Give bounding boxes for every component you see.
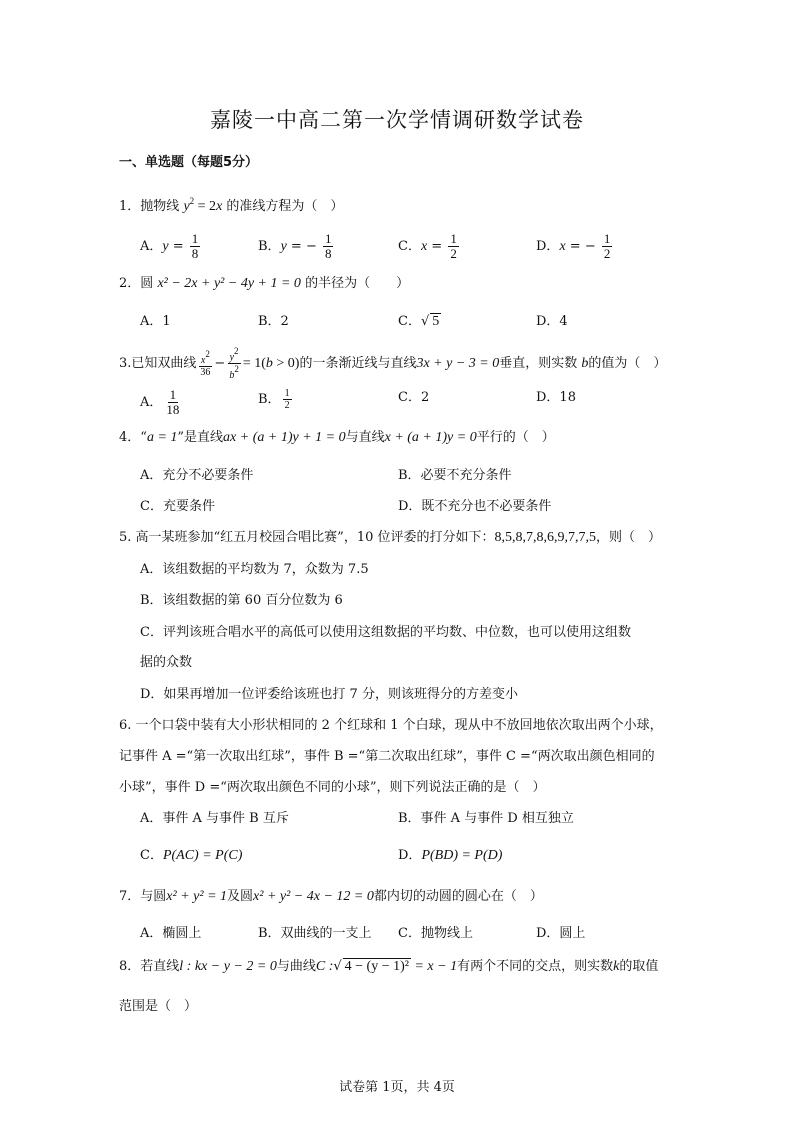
q5-option-b: B．该组数据的第 60 百分位数为 6 xyxy=(140,593,343,608)
q1-option-a: A．y = $\frac{1}{8}$ xyxy=(140,231,199,261)
q7-option-d: D．圆上 xyxy=(536,926,586,941)
question-6-line-3: 小球”，事件 D =“两次取出颜色不同的小球”，则下列说法正确的是（ ） xyxy=(119,780,546,795)
q2-option-c: C．√ 5 xyxy=(398,314,440,329)
question-1: 1．抛物线 $y^2 = 2x$ 的准线方程为（ ） xyxy=(119,196,344,214)
q1-option-c: C．x = $\frac{1}{2}$ xyxy=(398,231,457,261)
q6-option-c: C．P(AC) = P(C) xyxy=(140,848,243,863)
q3-option-d: D．18 xyxy=(536,390,576,405)
q3-option-c: C．2 xyxy=(398,390,430,405)
q6-option-a: A．事件 A 与事件 B 互斥 xyxy=(140,811,289,826)
q4-option-a: A．充分不必要条件 xyxy=(140,468,254,483)
q2-option-d: D．4 xyxy=(536,314,568,329)
question-3: 3.已知双曲线 $\frac{x2}{36}$ − $\frac{y2}{b2}$ = 1(b > 0)的一条渐近线与直线3x + y − 3 = 0垂直，则实数 b的值为（ ） xyxy=(119,346,667,381)
q2-option-b: B．2 xyxy=(258,314,289,329)
q7-option-a: A．椭圆上 xyxy=(140,926,202,941)
q6-option-d: D．P(BD) = P(D) xyxy=(398,848,503,863)
q4-option-d: D．既不充分也不必要条件 xyxy=(398,499,552,514)
q5-option-a: A．该组数据的平均数为 7，众数为 7.5 xyxy=(140,562,369,577)
page-title: 嘉陵一中高二第一次学情调研数学试卷 xyxy=(210,108,584,132)
question-8: 8．若直线l : kx − y − 2 = 0与曲线C :√ 4 − (y − 1)² = x − 1有两个不同的交点，则实数k的取值 xyxy=(119,959,659,974)
page-footer: 试卷第 1页，共 4页 xyxy=(339,1080,455,1095)
q2-equation: x² − 2x + y² − 4y + 1 = 0 xyxy=(157,276,301,291)
q6-option-b: B．事件 A 与事件 D 相互独立 xyxy=(398,811,574,826)
q1-option-d: D．x = − $\frac{1}{2}$ xyxy=(536,231,611,261)
question-8-line-2: 范围是（ ） xyxy=(119,999,198,1014)
q3-option-a: A． $\frac{1}{18}$ xyxy=(140,387,180,417)
q5-option-d: D．如果再增加一位评委给该班也打 7 分，则该班得分的方差变小 xyxy=(140,687,518,702)
question-4: 4．“a = 1”是直线ax + (a + 1)y + 1 = 0与直线x + (a + 1)y = 0平行的（ ） xyxy=(119,430,555,445)
q4-option-b: B．必要不充分条件 xyxy=(398,468,512,483)
q5-option-c-cont: 据的众数 xyxy=(140,655,193,670)
question-7: 7．与圆x² + y² = 1及圆x² + y² − 4x − 12 = 0都内切的动圆的圆心在（ ） xyxy=(119,889,543,904)
q5-option-c: C．评判该班合唱水平的高低可以使用这组数据的平均数、中位数，也可以使用这组数 xyxy=(140,625,631,640)
q1-option-b: B．y = − $\frac{1}{8}$ xyxy=(258,231,332,261)
q1-equation: $y^2 = 2x$ xyxy=(183,196,223,214)
q2-option-a: A．1 xyxy=(140,314,171,329)
question-2: 2．圆 x² − 2x + y² − 4y + 1 = 0 的半径为（ ） xyxy=(119,276,410,291)
section-heading: 一、单选题（每题5分） xyxy=(119,155,259,170)
question-5: 5. 高一某班参加“红五月校园合唱比赛”，10 位评委的打分如下：8,5,8,7,8,6,9,7,7,5，则（ ） xyxy=(119,530,662,545)
question-6-line-1: 6. 一个口袋中装有大小形状相同的 2 个红球和 1 个白球，现从中不放回地依次取出两个小球， xyxy=(119,718,663,733)
q7-option-b: B．双曲线的一支上 xyxy=(258,926,372,941)
question-6-line-2: 记事件 A =“第一次取出红球”，事件 B =“第二次取出红球”，事件 C =“两次取出颜色相同的 xyxy=(119,749,655,764)
q3-option-b: B． $\frac{1}{2}$ xyxy=(258,388,290,411)
q4-option-c: C．充要条件 xyxy=(140,499,215,514)
q7-option-c: C．抛物线上 xyxy=(398,926,473,941)
